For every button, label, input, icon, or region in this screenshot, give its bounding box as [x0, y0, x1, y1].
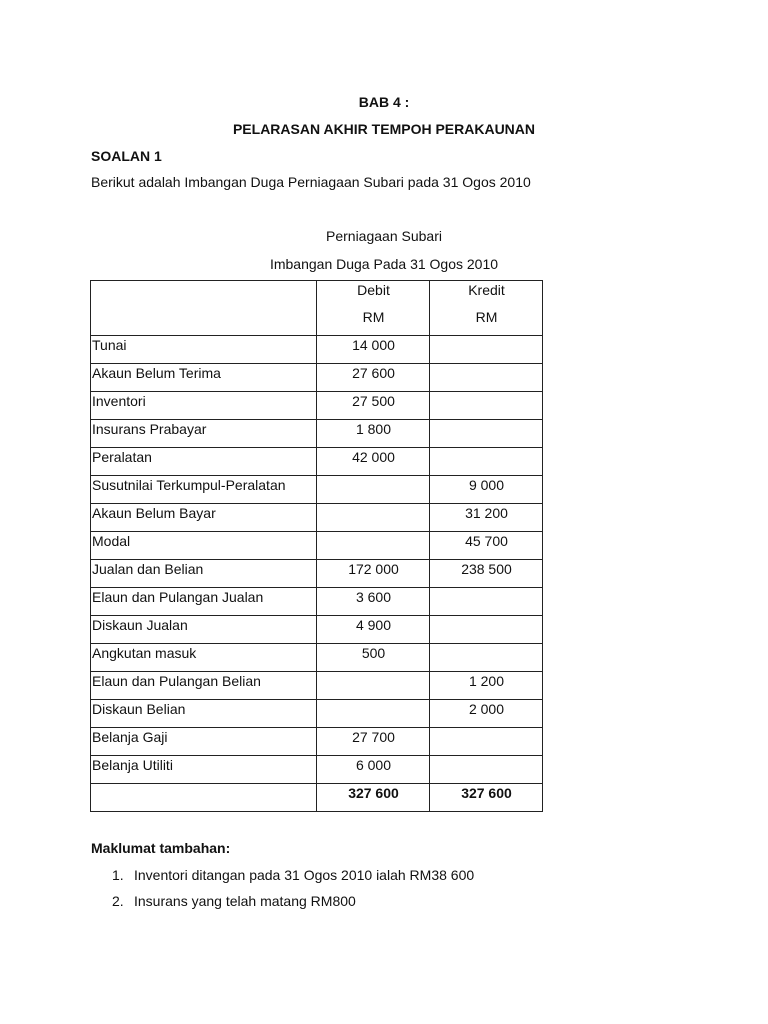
account-name: Inventori [91, 392, 317, 420]
debit-amount: 3 600 [317, 588, 430, 616]
header-account-cell [91, 281, 317, 336]
credit-amount [430, 420, 543, 448]
list-item-number: 1. [112, 867, 124, 883]
list-item [91, 892, 474, 918]
debit-amount: 27 600 [317, 364, 430, 392]
debit-amount: 6 000 [317, 756, 430, 784]
table-row [91, 364, 543, 392]
account-name: Akaun Belum Bayar [91, 504, 317, 532]
question-label: SOALAN 1 [91, 148, 162, 164]
debit-amount [317, 672, 430, 700]
list-item-text: Insurans yang telah matang RM800 [134, 893, 356, 909]
credit-amount: 238 500 [430, 560, 543, 588]
debit-amount: 27 500 [317, 392, 430, 420]
credit-amount: 1 200 [430, 672, 543, 700]
table-row [91, 448, 543, 476]
debit-amount [317, 504, 430, 532]
header-credit-cell [430, 281, 543, 336]
account-name: Insurans Prabayar [91, 420, 317, 448]
table-row [91, 644, 543, 672]
debit-amount: 42 000 [317, 448, 430, 476]
debit-amount: 14 000 [317, 336, 430, 364]
debit-amount: 500 [317, 644, 430, 672]
account-name: Jualan dan Belian [91, 560, 317, 588]
account-name: Diskaun Belian [91, 700, 317, 728]
additional-info-title: Maklumat tambahan: [91, 840, 231, 856]
account-name: Diskaun Jualan [91, 616, 317, 644]
table-row [91, 392, 543, 420]
company-name: Perniagaan Subari [326, 228, 442, 244]
credit-amount [430, 448, 543, 476]
page-title: PELARASAN AKHIR TEMPOH PERAKAUNAN [232, 121, 536, 137]
table-row [91, 560, 543, 588]
credit-amount [430, 644, 543, 672]
list-item-text: Inventori ditangan pada 31 Ogos 2010 ialah RM38 600 [134, 867, 475, 883]
debit-amount: 27 700 [317, 728, 430, 756]
table-row [91, 532, 543, 560]
total-credit: 327 600 [430, 784, 543, 812]
table-row [91, 756, 543, 784]
credit-amount [430, 588, 543, 616]
credit-amount: 9 000 [430, 476, 543, 504]
credit-amount [430, 616, 543, 644]
credit-amount [430, 728, 543, 756]
additional-info-list [91, 866, 474, 918]
header-credit-label: Kredit [468, 282, 505, 298]
header-debit-cell [317, 281, 430, 336]
table-row [91, 476, 543, 504]
account-name: Angkutan masuk [91, 644, 317, 672]
credit-amount: 31 200 [430, 504, 543, 532]
table-row [91, 700, 543, 728]
intro-text: Berikut adalah Imbangan Duga Perniagaan Subari pada 31 Ogos 2010 [91, 174, 531, 190]
account-name: Elaun dan Pulangan Jualan [91, 588, 317, 616]
list-item-number: 2. [112, 893, 124, 909]
table-row [91, 616, 543, 644]
header-debit-label: Debit [357, 282, 390, 298]
table-row [91, 420, 543, 448]
credit-amount [430, 756, 543, 784]
debit-amount: 172 000 [317, 560, 430, 588]
account-name: Akaun Belum Terima [91, 364, 317, 392]
total-label-cell [91, 784, 317, 812]
total-row [91, 784, 543, 812]
debit-amount: 4 900 [317, 616, 430, 644]
credit-amount: 45 700 [430, 532, 543, 560]
credit-amount [430, 392, 543, 420]
table-row [91, 672, 543, 700]
trial-balance-table [90, 280, 543, 812]
credit-amount: 2 000 [430, 700, 543, 728]
statement-title: Imbangan Duga Pada 31 Ogos 2010 [269, 256, 499, 272]
header-credit-unit: RM [475, 309, 498, 325]
table-row [91, 588, 543, 616]
debit-amount: 1 800 [317, 420, 430, 448]
account-name: Belanja Gaji [91, 728, 317, 756]
table-header-row [91, 281, 543, 336]
account-name: Elaun dan Pulangan Belian [91, 672, 317, 700]
debit-amount [317, 476, 430, 504]
debit-amount [317, 700, 430, 728]
debit-amount [317, 532, 430, 560]
table-row [91, 728, 543, 756]
account-name: Susutnilai Terkumpul-Peralatan [91, 476, 317, 504]
account-name: Belanja Utiliti [91, 756, 317, 784]
header-debit-unit: RM [362, 309, 385, 325]
credit-amount [430, 364, 543, 392]
account-name: Tunai [91, 336, 317, 364]
table-row [91, 504, 543, 532]
account-name: Peralatan [91, 448, 317, 476]
table-row [91, 336, 543, 364]
account-name: Modal [91, 532, 317, 560]
chapter-heading: BAB 4 : [358, 94, 410, 110]
list-item [91, 866, 474, 892]
credit-amount [430, 336, 543, 364]
total-debit: 327 600 [317, 784, 430, 812]
